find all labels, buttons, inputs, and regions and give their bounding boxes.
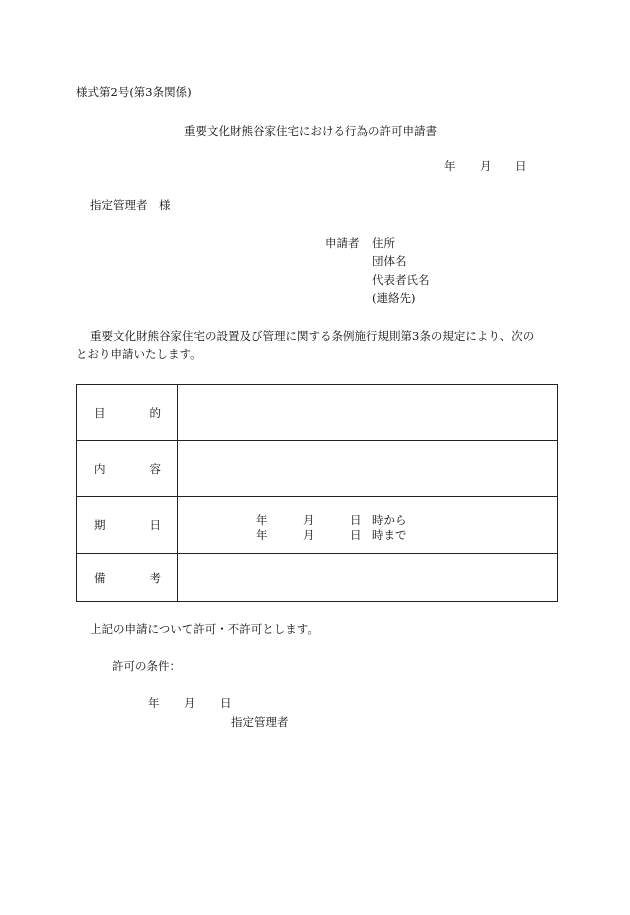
decision-date-day: 日 xyxy=(220,696,232,710)
conditions-label: 許可の条件： xyxy=(112,659,181,673)
purpose-label-a: 目 xyxy=(94,405,106,420)
table-row-remarks xyxy=(77,554,558,602)
date-day-label: 日 xyxy=(515,159,527,173)
period-to-line xyxy=(178,527,558,542)
applicant-label: 申請者 xyxy=(325,236,360,250)
period-from-year: 年 xyxy=(256,513,268,527)
decision-signer: 指定管理者 xyxy=(231,715,289,729)
date-month-label: 月 xyxy=(480,159,492,173)
table-row-period xyxy=(77,497,558,554)
period-from-month: 月 xyxy=(303,513,315,527)
content-label-b: 容 xyxy=(149,461,161,476)
body-text-line-1: 重要文化財熊谷家住宅の設置及び管理に関する条例施行規則第3条の規定により、次の xyxy=(90,329,535,343)
addressee: 指定管理者 様 xyxy=(90,198,171,212)
applicant-contact-label: (連絡先) xyxy=(372,291,416,305)
remarks-label-cell xyxy=(77,554,178,602)
period-from-line xyxy=(178,512,558,527)
period-label-cell xyxy=(77,497,178,554)
purpose-label-cell xyxy=(77,385,178,441)
period-from-suffix: 時から xyxy=(372,513,407,527)
content-label-cell xyxy=(77,441,178,497)
remarks-field[interactable] xyxy=(178,554,558,602)
applicant-rep-label: 代表者氏名 xyxy=(372,273,430,287)
remarks-label-b: 考 xyxy=(149,570,161,585)
decision-date-year: 年 xyxy=(148,696,160,710)
form-number: 様式第2号(第3条関係) xyxy=(76,85,192,99)
period-label-a: 期 xyxy=(94,518,106,532)
period-field[interactable] xyxy=(178,497,558,554)
period-label-b: 日 xyxy=(149,518,161,532)
content-label-a: 内 xyxy=(94,461,106,476)
period-to-suffix: 時まで xyxy=(372,528,407,542)
period-to-month: 月 xyxy=(303,528,315,542)
table-row-content xyxy=(77,441,558,497)
period-from-day: 日 xyxy=(350,513,362,527)
decision-text: 上記の申請について許可・不許可とします。 xyxy=(90,622,319,636)
applicant-org-label: 団体名 xyxy=(372,254,407,268)
purpose-label-b: 的 xyxy=(149,405,161,420)
purpose-field[interactable] xyxy=(178,385,558,441)
table-row-purpose xyxy=(77,385,558,441)
content-field[interactable] xyxy=(178,441,558,497)
period-to-day: 日 xyxy=(350,528,362,542)
remarks-label-a: 備 xyxy=(94,570,106,585)
decision-date-month: 月 xyxy=(184,696,196,710)
body-text-line-2: とおり申請いたします。 xyxy=(76,347,202,361)
applicant-address-label: 住所 xyxy=(372,236,395,250)
period-to-year: 年 xyxy=(256,528,268,542)
document-title: 重要文化財熊谷家住宅における行為の許可申請書 xyxy=(184,124,437,138)
date-year-label: 年 xyxy=(444,159,456,173)
application-table xyxy=(76,384,558,602)
